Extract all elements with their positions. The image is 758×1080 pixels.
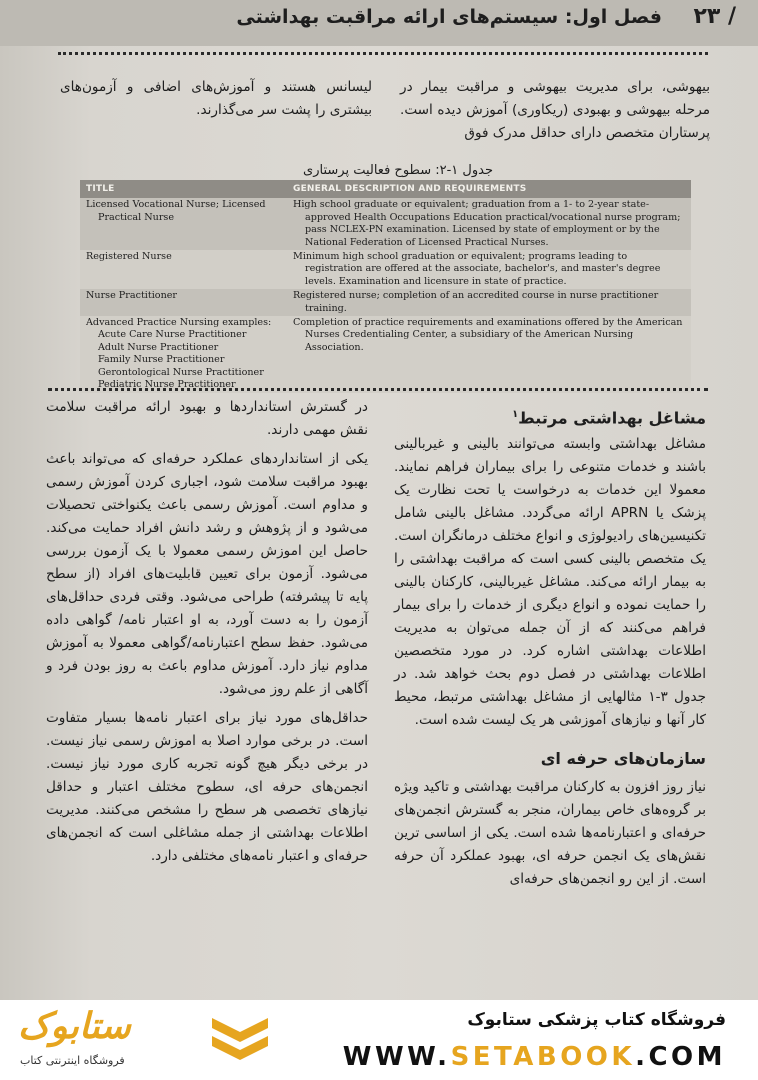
store-url[interactable]: WWW.SETABOOK.COM [342,1042,726,1072]
right-column [394,402,706,891]
left-paragraph-3: حداقل‌های مورد نیاز برای اعتبار نامه‌ها بسیار متفاوت است. در برخی موارد اصلا به اموزش رسمی نیاز نیست. در برخی دیگر هیچ گونه تجربه کاری مورد نیاز نیست. انجمن‌های حرفه ای، سطوح مختلف اعتبار و حداقل نیازهای تخصصی هر سطح را مشخص می‌کنند. مدیریت اطلاعات بهداشتی از جمله مشاغلی است که انجمن‌های حرفه‌ای و اعتبار نامه‌های مختلفی دارد. [46,710,368,864]
example-item: Adult Nurse Practitioner [98,341,219,353]
example-item: Gerontological Nurse Practitioner [98,366,264,378]
row-description: Minimum high school graduation or equivalent; programs leading to registration are offered at the associate, bachelor's, and master's degree levels. Examination and licensure in state of practice. [293,251,661,287]
row-description: Registered nurse; completion of an accredited course in nurse practitioner training. [293,290,659,314]
middle-dotted-rule [48,388,708,391]
top-left-text: لیسانس هستند و آموزش‌های اضافی و آزمون‌های بیشتری را پشت سر می‌گذارند. [60,79,372,118]
top-right-text: بیهوشی، برای مدیریت بیهوشی و مراقبت بیمار در مرحله بیهوشی و بهبودی (ریکاوری) آموزش دیده است. پرستاران متخصص دارای حداقل مدرک فوق [400,79,710,141]
table-row [80,198,691,250]
left-column [46,396,368,868]
example-item: Family Nurse Practitioner [98,354,225,366]
store-logo-text: ستابوک [18,1006,131,1047]
section-heading-allied-health: مشاغل بهداشتی مرتبط$^۱$ [512,408,706,428]
row-title: Nurse Practitioner [86,290,178,302]
row-title: Advanced Practice Nursing examples: [86,317,272,329]
professional-orgs-paragraph: نیاز روز افزون به کارکنان مراقبت بهداشتی و تاکید ویژه بر گروه‌های خاص بیماران، منجر به گسترش انجمن‌های حرفه‌ای و اعتبارنامه‌ها شده است. یکی از اساسی ترین نقش‌های یک انجمن حرفه ای، بهبود عملکرد آن حرفه است. از این رو انجمن‌های حرفه‌ای [394,779,706,888]
book-chevron-icon [212,1014,268,1066]
page-header [0,0,758,46]
section-heading-professional-orgs: سازمان‌های حرفه ای [540,749,706,769]
top-dotted-rule [58,52,708,55]
table-caption: جدول ۱-۲: سطوح فعالیت پرستاری [303,163,493,178]
store-logo-subtitle: فروشگاه اینترنتی کتاب [20,1054,125,1067]
left-paragraph-1: در گسترش استانداردها و بهبود ارائه مراقبت سلامت نقش مهمی دارند. [46,399,368,438]
store-name: فروشگاه کتاب پزشکی ستابوک [467,1010,726,1030]
table-header-title: TITLE [80,180,287,198]
table-row [80,289,691,316]
row-description: Completion of practice requirements and examinations offered by the American Nurses Credentialing Center, a subsidiary of the American Nursing Association. [293,317,683,353]
page-number: ۲۳ / [693,4,736,29]
example-item: Pediatric Nurse Practitioner [98,379,236,391]
store-footer-banner [0,1000,758,1080]
table-header-description: GENERAL DESCRIPTION AND REQUIREMENTS [287,180,691,198]
chapter-title: فصل اول: سیستم‌های ارائه مراقبت بهداشتی [236,6,662,28]
table-row [80,316,691,392]
row-description: High school graduate or equivalent; graduation from a 1- to 2-year state-approved Health Occupations Education practical/vocational nurse program; pass NCLEX-PN examination. Licensed by state of employment or by the National Federation of Licensed Practical Nurses. [293,199,681,248]
allied-health-paragraph: مشاغل بهداشتی وابسته می‌توانند بالینی و غیربالینی باشند و خدمات متنوعی را برای بیماران فراهم نمایند. معمولا این خدمات به درخواست یا تحت نظارت یک پزشک یا APRN ارائه می‌گردد. مشاغل بالینی شامل تکنیسین‌های رادیولوژی و انواع مختلف درمانگران است. یک متخصص بالینی کسی است که مراقبت بهداشتی را به بیمار ارائه می‌کند. مشاغل غیربالینی، کارکنان بالینی را حمایت نموده و انواع دیگری از خدمات را برای بیمار فراهم می‌کنند که از آن جمله می‌توان به مدیریت اطلاعات بهداشتی اشاره کرد. در مورد متخصصین اطلاعات بهداشتی در فصل دوم بحث خواهد شد. در جدول ۳-۱ مثالهایی از مشاغل بهداشتی مرتبط، محیط کار آنها و نیازهای آموزشی هر یک لیست شده است. [394,436,706,729]
example-item: Acute Care Nurse Practitioner [98,329,247,341]
table-row [80,250,691,289]
row-title: Licensed Vocational Nurse; Licensed Practical Nurse [86,199,266,223]
left-paragraph-2: یکی از استانداردهای عملکرد حرفه‌ای که می‌تواند باعث بهبود مراقبت سلامت شود، اجباری کردن آموزش رسمی و مداوم است. آموزش رسمی باعث یکنواختی تحصیلات می‌شود و از پژوهش و رشد دانش افراد حمایت می‌کند. حاصل این اموزش رسمی معمولا با یک آزمون بررسی می‌شود. آزمون برای تعیین قابلیت‌های افراد (از سطح پایه تا پیشرفته) طراحی می‌شود. وقتی فردی حداقل‌های آزمون را به دست آورد، به او اعتبار نامه/ گواهی داده می‌شود. حفظ سطح اعتبارنامه/گواهی معمولا به آموزش مداوم نیاز دارد. آموزش مداوم باعث به روز بودن فرد و آگاهی از علم روز می‌شود. [46,451,368,697]
nursing-levels-table [80,180,691,393]
row-title: Registered Nurse [86,251,172,263]
